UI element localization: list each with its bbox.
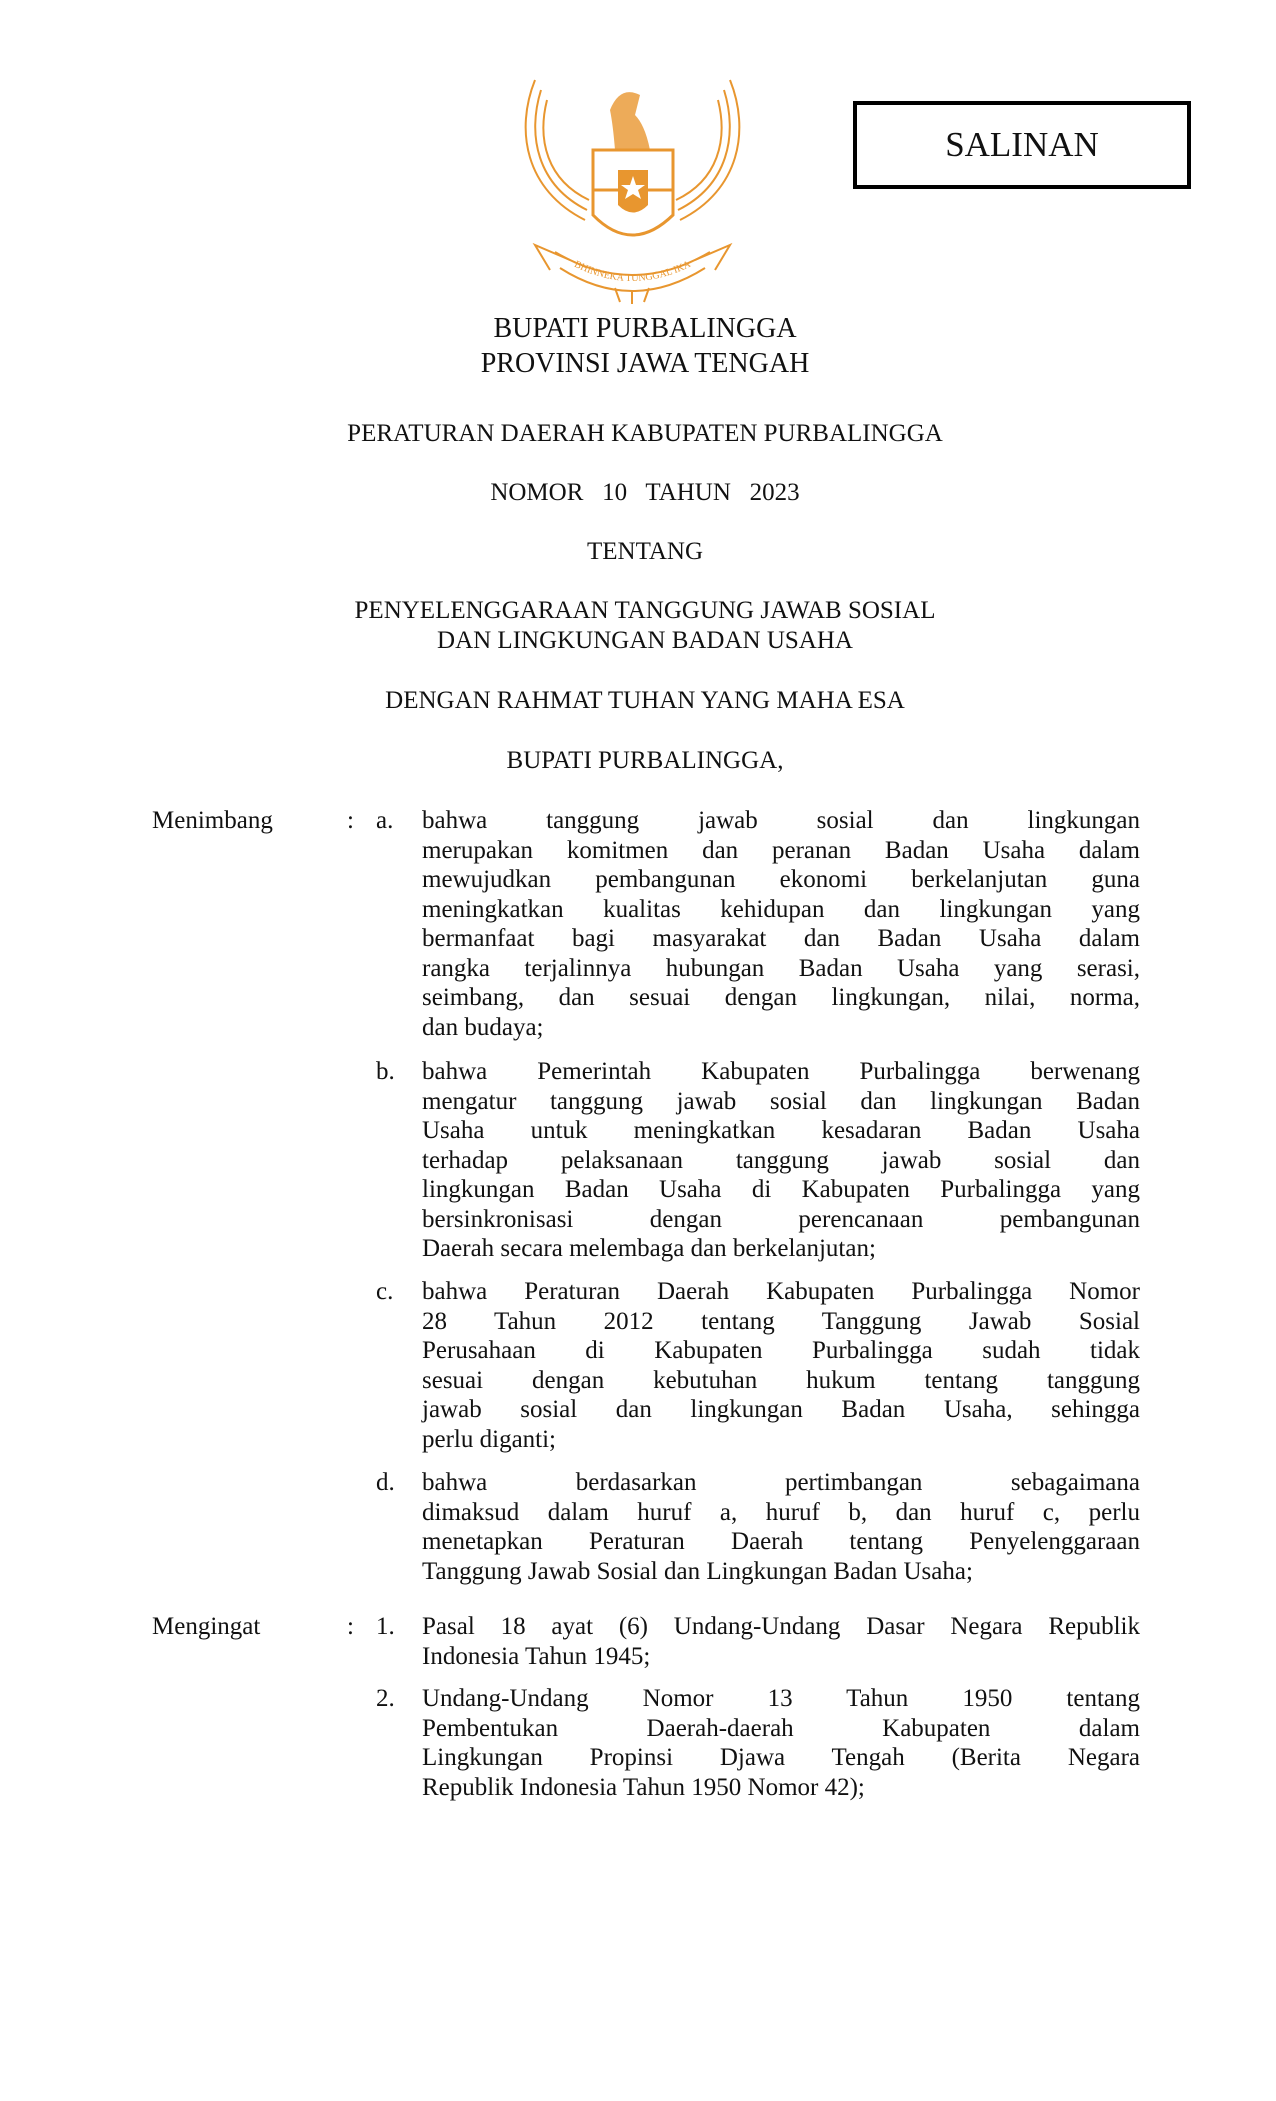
text-line: meningkatkan kualitas kehidupan dan lingkungan yang	[422, 895, 1140, 923]
item-text	[422, 1468, 1140, 1586]
text-line: bahwa tanggung jawab sosial dan lingkungan	[422, 807, 1140, 834]
text-line: Lingkungan Propinsi Djawa Tengah (Berita Negara	[422, 1744, 1140, 1771]
menimbang-item	[376, 1057, 1140, 1264]
item-text	[422, 1612, 1140, 1671]
regulation-title-line2: DAN LINGKUNGAN BADAN USAHA	[437, 627, 853, 654]
menimbang-item	[376, 806, 1140, 1042]
text-line: bermanfaat bagi masyarakat dan Badan Usaha dalam	[422, 925, 1140, 952]
text-line: bahwa Peraturan Daerah Kabupaten Purbalingga Nomor	[422, 1278, 1140, 1305]
text-line: bersinkronisasi dengan perencanaan pembangunan	[422, 1205, 1140, 1233]
emblem-motto: BHINNEKA TUNGGAL IKA	[572, 258, 693, 285]
text-line: menetapkan Peraturan Daerah tentang Penyelenggaraan	[422, 1528, 1140, 1555]
menimbang-colon: :	[347, 807, 354, 834]
item-marker: a.	[376, 807, 394, 834]
text-line: Usaha untuk meningkatkan kesadaran Badan Usaha	[422, 1117, 1140, 1144]
text-line: jawab sosial dan lingkungan Badan Usaha, sehingga	[422, 1396, 1140, 1423]
text-line: sesuai dengan kebutuhan hukum tentang tanggung	[422, 1366, 1140, 1394]
item-marker: 2.	[376, 1685, 395, 1712]
garuda-emblem-icon	[515, 70, 750, 305]
item-marker: b.	[376, 1058, 395, 1085]
text-line: rangka terjalinnya hubungan Badan Usaha yang serasi,	[422, 954, 1140, 982]
regulation-number: NOMOR 10 TAHUN 2023	[490, 479, 800, 506]
menimbang-label: Menimbang	[152, 807, 273, 834]
text-line: dan budaya;	[422, 1013, 544, 1041]
tentang-heading: TENTANG	[586, 538, 704, 565]
mengingat-item	[376, 1612, 1140, 1671]
text-line: Tanggung Jawab Sosial dan Lingkungan Badan Usaha;	[422, 1557, 973, 1585]
menimbang-item	[376, 1277, 1140, 1454]
province-heading: PROVINSI JAWA TENGAH	[480, 348, 810, 379]
text-line: Undang-Undang Nomor 13 Tahun 1950 tentang	[422, 1685, 1140, 1712]
grace-heading: DENGAN RAHMAT TUHAN YANG MAHA ESA	[385, 687, 905, 714]
emblem-motto-text	[572, 258, 693, 284]
item-text	[422, 1057, 1140, 1264]
issuer-signoff: BUPATI PURBALINGGA,	[506, 747, 784, 774]
issuer-heading: BUPATI PURBALINGGA	[493, 313, 797, 344]
text-line: lingkungan Badan Usaha di Kabupaten Purbalingga yang	[422, 1176, 1140, 1203]
item-text	[422, 1684, 1140, 1802]
item-marker: c.	[376, 1278, 394, 1305]
text-line: Perusahaan di Kabupaten Purbalingga sudah tidak	[422, 1337, 1140, 1364]
item-text	[422, 1277, 1140, 1454]
text-line: perlu diganti;	[422, 1425, 556, 1453]
item-text	[422, 806, 1140, 1042]
text-line: dimaksud dalam huruf a, huruf b, dan huruf c, perlu	[422, 1498, 1140, 1526]
salinan-stamp: SALINAN	[853, 101, 1191, 189]
item-marker: d.	[376, 1469, 395, 1496]
mengingat-colon: :	[347, 1613, 354, 1640]
text-line: bahwa Pemerintah Kabupaten Purbalingga berwenang	[422, 1058, 1140, 1085]
menimbang-item	[376, 1468, 1140, 1586]
text-line: Daerah secara melembaga dan berkelanjutan;	[422, 1235, 876, 1262]
regulation-title-line1: PENYELENGGARAAN TANGGUNG JAWAB SOSIAL	[354, 597, 936, 624]
regulation-heading: PERATURAN DAERAH KABUPATEN PURBALINGGA	[347, 420, 943, 447]
text-line: Pasal 18 ayat (6) Undang-Undang Dasar Negara Republik	[422, 1613, 1140, 1640]
text-line: bahwa berdasarkan pertimbangan sebagaimana	[422, 1469, 1140, 1496]
text-line: seimbang, dan sesuai dengan lingkungan, nilai, norma,	[422, 984, 1140, 1011]
mengingat-label: Mengingat	[152, 1613, 261, 1640]
text-line: mewujudkan pembangunan ekonomi berkelanjutan guna	[422, 866, 1140, 893]
text-line: terhadap pelaksanaan tanggung jawab sosial dan	[422, 1146, 1140, 1174]
text-line: Pembentukan Daerah-daerah Kabupaten dalam	[422, 1714, 1140, 1742]
text-line: merupakan komitmen dan peranan Badan Usaha dalam	[422, 836, 1140, 864]
mengingat-item	[376, 1684, 1140, 1802]
text-line: Republik Indonesia Tahun 1950 Nomor 42);	[422, 1773, 865, 1801]
text-line: 28 Tahun 2012 tentang Tanggung Jawab Sosial	[422, 1307, 1140, 1335]
text-line: mengatur tanggung jawab sosial dan lingkungan Badan	[422, 1087, 1140, 1115]
text-line: Indonesia Tahun 1945;	[422, 1642, 651, 1670]
item-marker: 1.	[376, 1613, 395, 1640]
